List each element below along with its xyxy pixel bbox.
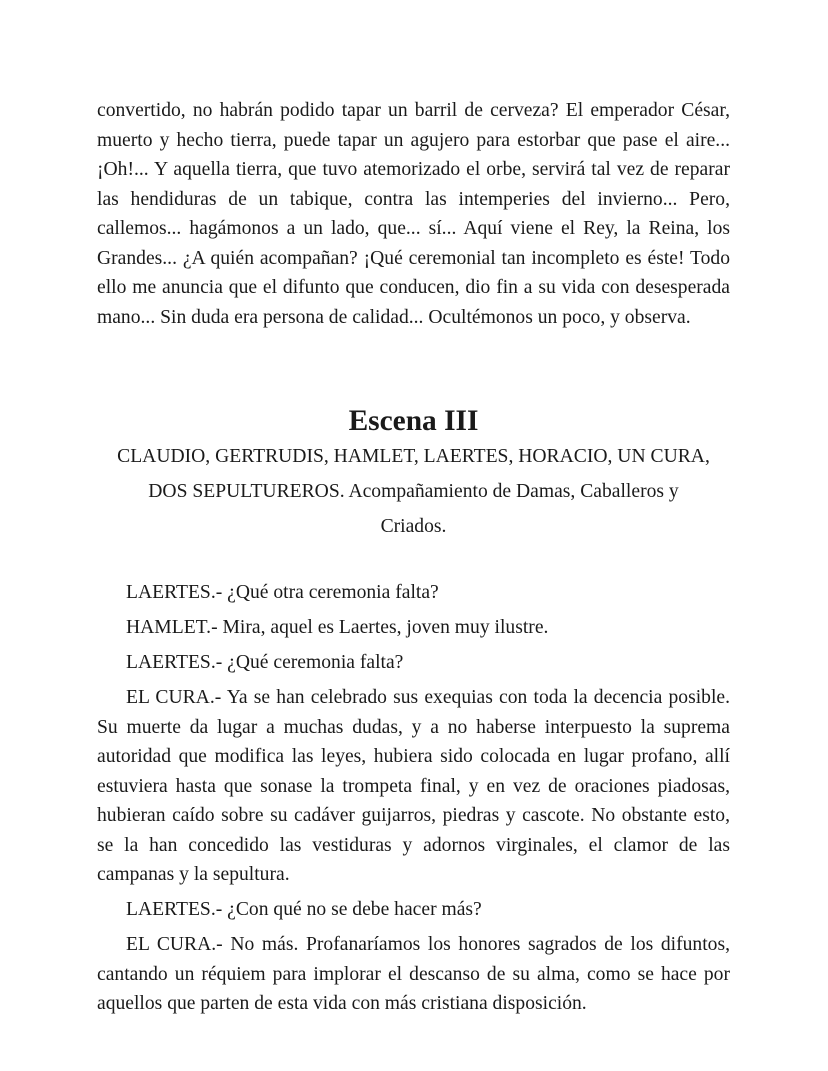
dialogue-section (97, 578, 730, 1019)
dialogue-line: LAERTES.- ¿Qué ceremonia falta? (126, 652, 404, 673)
scene-title: Escena III (348, 405, 479, 437)
dialogue-line: EL CURA.- Ya se han celebrado sus exequias con toda la decencia posible. Su muerte da lugar a muchas dudas, y a no haberse interpuesto la suprema autoridad que modifica las leyes, hubiera sido colocada en lugar profano, allí estuviera hasta que sonase la trompeta final, y en vez de oraciones piadosas, hubieran caído sobre su cadáver guijarros, piedras y cascote. No obstante esto, se la han concedido las vestiduras y adornos virginales, el clamor de las campanas y la sepultura. (97, 687, 730, 885)
dialogue-line: EL CURA.- No más. Profanaríamos los honores sagrados de los difuntos, cantando un réquiem para implorar el descanso de su alma, como se hace por aquellos que parten de esta vida con más cristiana disposición. (97, 934, 730, 1014)
cast-list: CLAUDIO, GERTRUDIS, HAMLET, LAERTES, HORACIO, UN CURA, DOS SEPULTUREROS. Acompañamiento de Damas, Caballeros y Criados. (117, 446, 710, 537)
dialogue-line: LAERTES.- ¿Con qué no se debe hacer más? (126, 899, 482, 920)
document-page (97, 96, 730, 1024)
intro-paragraph: convertido, no habrán podido tapar un barril de cerveza? El emperador César, muerto y hecho tierra, puede tapar un agujero para estorbar que pase el aire... ¡Oh!... Y aquella tierra, que tuvo atemorizado el orbe, servirá tal vez de reparar las hendiduras de un tabique, contra las intemperies del invierno... Pero, callemos... hagámonos a un lado, que... sí... Aquí viene el Rey, la Reina, los Grandes... ¿A quién acompañan? ¡Qué ceremonial tan incompleto es éste! Todo ello me anuncia que el difunto que conducen, dio fin a su vida con desesperada mano... Sin duda era persona de calidad... Ocultémonos un poco, y observa. (97, 100, 730, 328)
dialogue-line: HAMLET.- Mira, aquel es Laertes, joven muy ilustre. (126, 617, 549, 638)
dialogue-line: LAERTES.- ¿Qué otra ceremonia falta? (126, 582, 439, 603)
